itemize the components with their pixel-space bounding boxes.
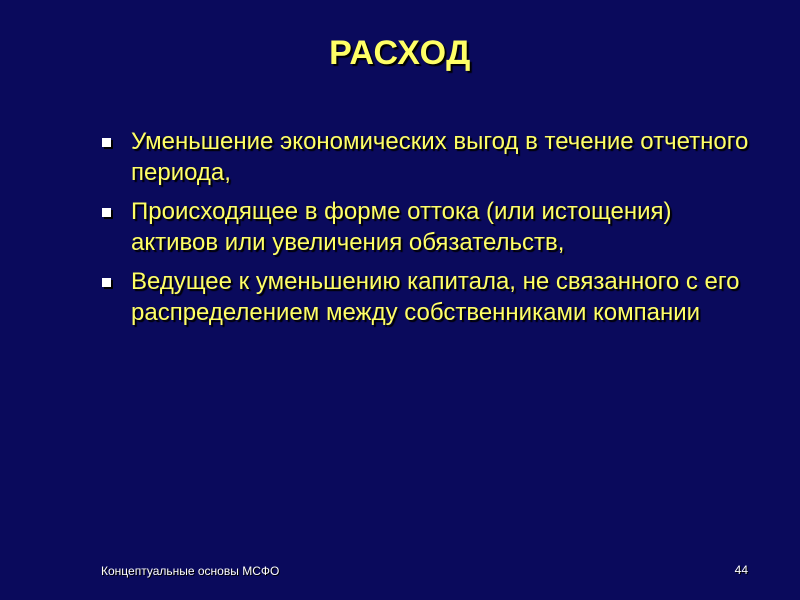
square-bullet-icon <box>102 208 111 217</box>
square-bullet-icon <box>102 278 111 287</box>
square-bullet-icon <box>102 138 111 147</box>
bullet-text: Ведущее к уменьшению капитала, не связанного с его распределением между собственниками компании <box>131 268 740 326</box>
bullet-item <box>100 196 760 258</box>
bullet-item <box>100 266 760 328</box>
slide-footer: Концептуальные основы МСФО <box>101 564 280 578</box>
slide-title: РАСХОД <box>329 34 471 72</box>
bullet-item <box>100 126 760 188</box>
bullet-text: Уменьшение экономических выгод в течение отчетного периода, <box>131 128 749 186</box>
bullet-list <box>100 126 760 336</box>
bullet-text: Происходящее в форме оттока (или истощения) активов или увеличения обязательств, <box>131 198 672 256</box>
page-number: 44 <box>734 563 748 577</box>
